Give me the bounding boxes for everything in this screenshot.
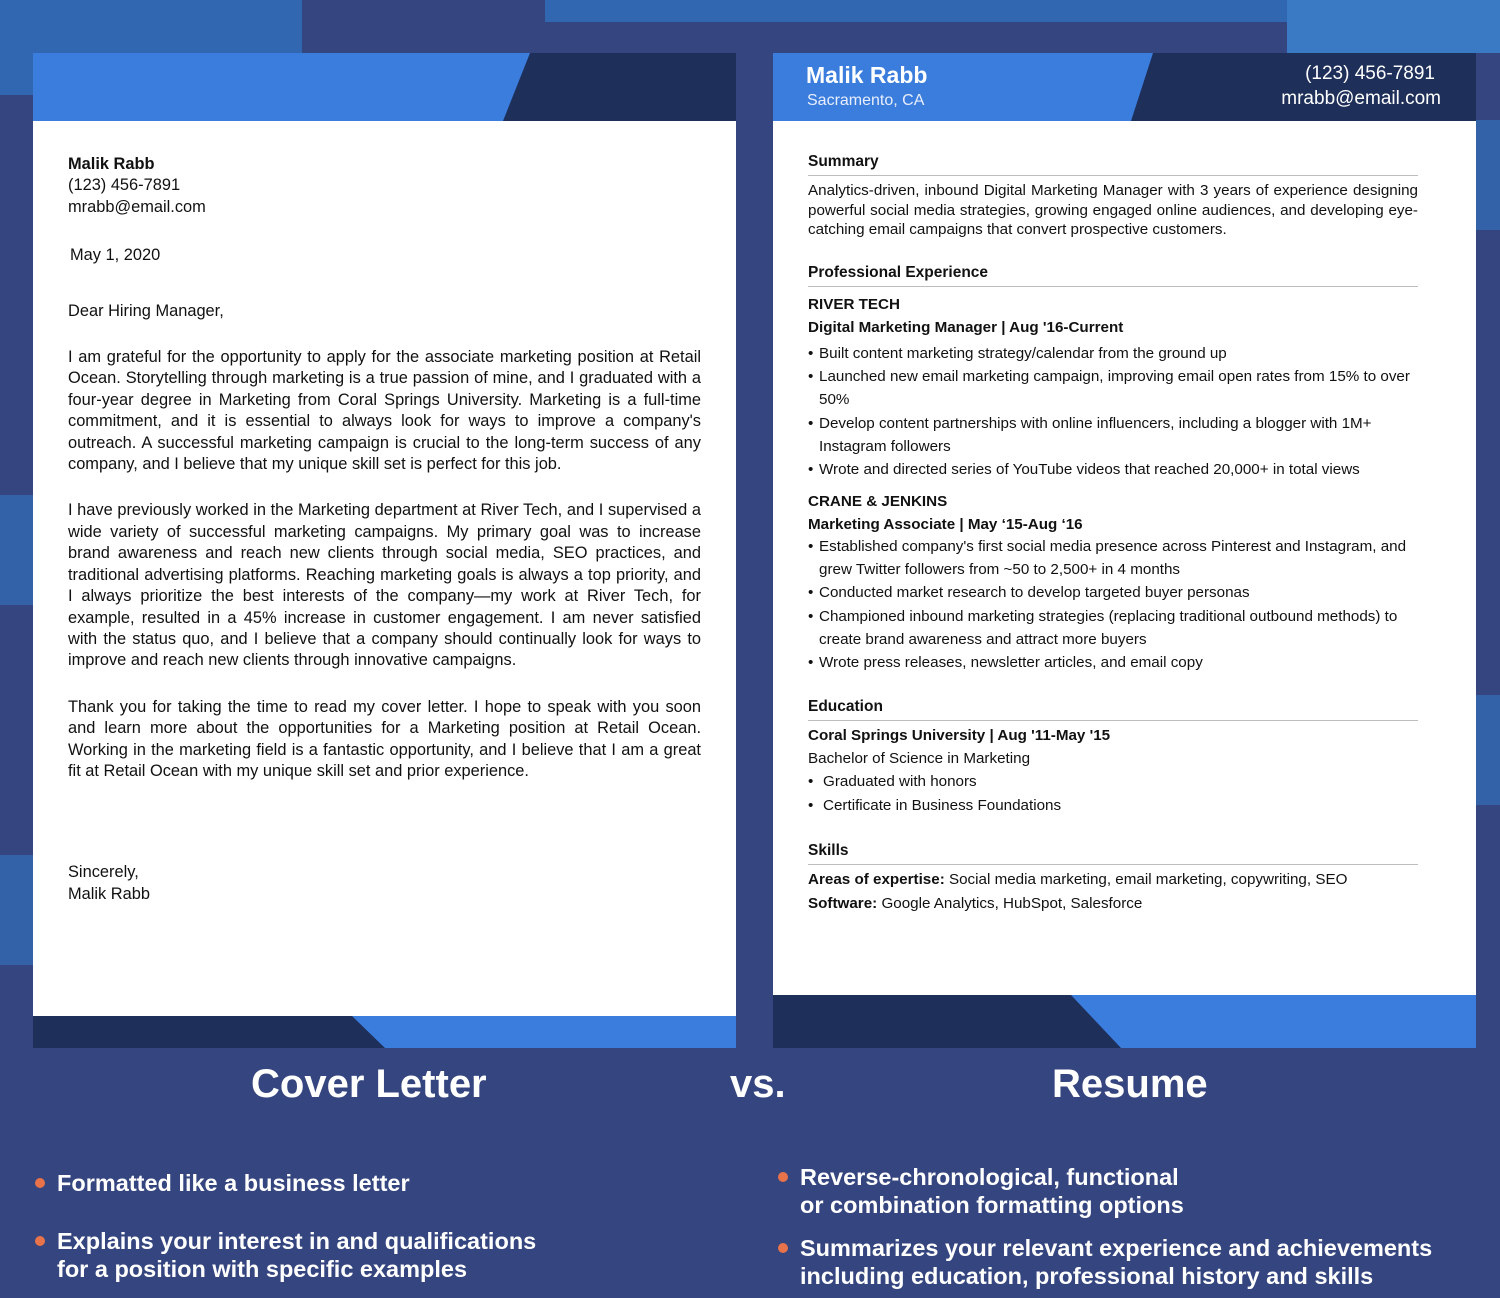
resume-email: mrabb@email.com	[1281, 88, 1441, 109]
point-line: Formatted like a business letter	[57, 1170, 410, 1196]
resume-location: Sacramento, CA	[807, 92, 925, 109]
resume-name: Malik Rabb	[806, 62, 928, 88]
skill-value: Google Analytics, HubSpot, Salesforce	[881, 894, 1143, 912]
resume-point	[800, 1234, 1432, 1290]
bullet-dot-icon	[35, 1178, 45, 1188]
bullet-dot-icon	[778, 1172, 788, 1182]
job-bullet: • Built content marketing strategy/calendar from the ground up	[808, 342, 1418, 365]
sender-email: mrabb@email.com	[68, 197, 206, 216]
signature: Malik Rabb	[68, 884, 150, 903]
job-role: Digital Marketing Manager | Aug '16-Current	[808, 318, 1124, 336]
letter-paragraph: I am grateful for the opportunity to apply for the associate marketing position at Retail Ocean. Storytelling through marketing is a true passion of mine, and I graduated with a four-year degree in Marketing from Coral Springs University. Marketing is a full-time commitment, and it is essential to always look for ways to improve a company's outreach. A successful marketing campaign is crucial to the long-term success of any company, and I believe that my unique skill set is perfect for this job.	[68, 348, 701, 474]
experience-heading: Professional Experience	[808, 261, 1418, 287]
cover-letter-body	[68, 154, 701, 905]
skill-label: Software:	[808, 894, 878, 912]
background-block	[1476, 695, 1500, 805]
job-bullet: • Championed inbound marketing strategies (replacing traditional outbound methods) to create brand awareness and attract more buyers	[808, 605, 1418, 652]
skill-line	[808, 868, 1418, 891]
point-line: for a position with specific examples	[57, 1256, 468, 1282]
caption-vs: vs.	[730, 1062, 786, 1106]
sender-name: Malik Rabb	[68, 155, 155, 173]
job-bullet: • Launched new email marketing campaign, improving email open rates from 15% to over 50%	[808, 365, 1418, 412]
resume-page	[773, 53, 1476, 1048]
job-bullet: • Develop content partnerships with online influencers, including a blogger with 1M+ Instagram followers	[808, 412, 1418, 459]
bullet-dot-icon	[778, 1243, 788, 1253]
background-block	[0, 495, 33, 605]
resume-header-band	[773, 53, 1476, 121]
skill-line	[808, 892, 1418, 915]
education-heading: Education	[808, 695, 1418, 721]
job-bullet: • Wrote press releases, newsletter articles, and email copy	[808, 651, 1418, 674]
summary-heading: Summary	[808, 150, 1418, 176]
education-bullet: • Graduated with honors	[808, 770, 1418, 793]
cover-letter-footer-band	[33, 1016, 736, 1048]
closing: Sincerely,	[68, 863, 139, 882]
skill-value: Social media marketing, email marketing, copywriting, SEO	[948, 871, 1348, 889]
skill-label: Areas of expertise:	[808, 871, 945, 889]
cover-letter-point	[57, 1169, 410, 1197]
background-block	[1476, 120, 1500, 230]
point-line: Summarizes your relevant experience and achievements	[800, 1235, 1433, 1261]
education-bullet: • Certificate in Business Foundations	[808, 794, 1418, 817]
caption-cover-letter: Cover Letter	[251, 1062, 487, 1106]
letter-paragraph: I have previously worked in the Marketing department at River Tech, and I supervised a wide variety of successful marketing campaigns. My primary goal was to increase brand awareness and reach new clients through social media, SEO practices, and traditional advertising platforms. Reaching marketing goals is always a top priority, and I always prioritize the best interests of the company—my work at River Tech, for example, resulted in a 45% increase in customer engagement. I am never satisfied with the status quo, and I believe that a company should continually look for ways to improve and reach new clients through innovative campaigns.	[68, 501, 701, 670]
point-line: including education, professional history and skills	[800, 1263, 1374, 1289]
job-company: RIVER TECH	[808, 296, 900, 314]
bullet-dot-icon	[35, 1236, 45, 1246]
background-block	[0, 855, 33, 965]
letter-paragraph: Thank you for taking the time to read my cover letter. I hope to speak with you soon and learn more about the opportunities for a Marketing position at Retail Ocean. Working in the marketing field is a fantastic opportunity, and I believe that I am a great fit at Retail Ocean with my unique skill set and prior experience.	[68, 697, 701, 780]
resume-footer-band	[773, 995, 1476, 1048]
resume-body	[808, 150, 1418, 915]
background-block	[1287, 0, 1500, 53]
sender-phone: (123) 456-7891	[68, 176, 181, 195]
job-bullet: • Established company's first social media presence across Pinterest and Instagram, and grew Twitter followers from ~50 to 2,500+ in 4 months	[808, 535, 1418, 582]
cover-letter-point	[57, 1227, 536, 1283]
skills-heading: Skills	[808, 839, 1418, 865]
summary-text: Analytics-driven, inbound Digital Marketing Manager with 3 years of experience designing powerful social media strategies, growing engaged online audiences, and developing eye-catching email campaigns that convert prospective customers.	[808, 182, 1418, 239]
greeting: Dear Hiring Manager,	[68, 301, 224, 320]
job-entry	[808, 293, 1418, 481]
point-line: Reverse-chronological, functional	[800, 1164, 1179, 1190]
cover-letter-page	[33, 53, 736, 1048]
job-entry	[808, 490, 1418, 674]
resume-phone: (123) 456-7891	[1305, 63, 1435, 84]
point-line: or combination formatting options	[800, 1192, 1184, 1218]
caption-resume: Resume	[1052, 1062, 1208, 1106]
cover-letter-header-band	[33, 53, 736, 121]
job-bullet: • Wrote and directed series of YouTube videos that reached 20,000+ in total views	[808, 458, 1418, 481]
point-line: Explains your interest in and qualifications	[57, 1228, 537, 1254]
letter-date: May 1, 2020	[70, 246, 161, 265]
resume-point	[800, 1163, 1184, 1219]
job-role: Marketing Associate | May ‘15-Aug ‘16	[808, 515, 1083, 533]
job-company: CRANE & JENKINS	[808, 493, 948, 511]
school: Coral Springs University | Aug '11-May '15	[808, 726, 1111, 744]
job-bullet: • Conducted market research to develop targeted buyer personas	[808, 581, 1418, 604]
degree: Bachelor of Science in Marketing	[808, 750, 1031, 768]
